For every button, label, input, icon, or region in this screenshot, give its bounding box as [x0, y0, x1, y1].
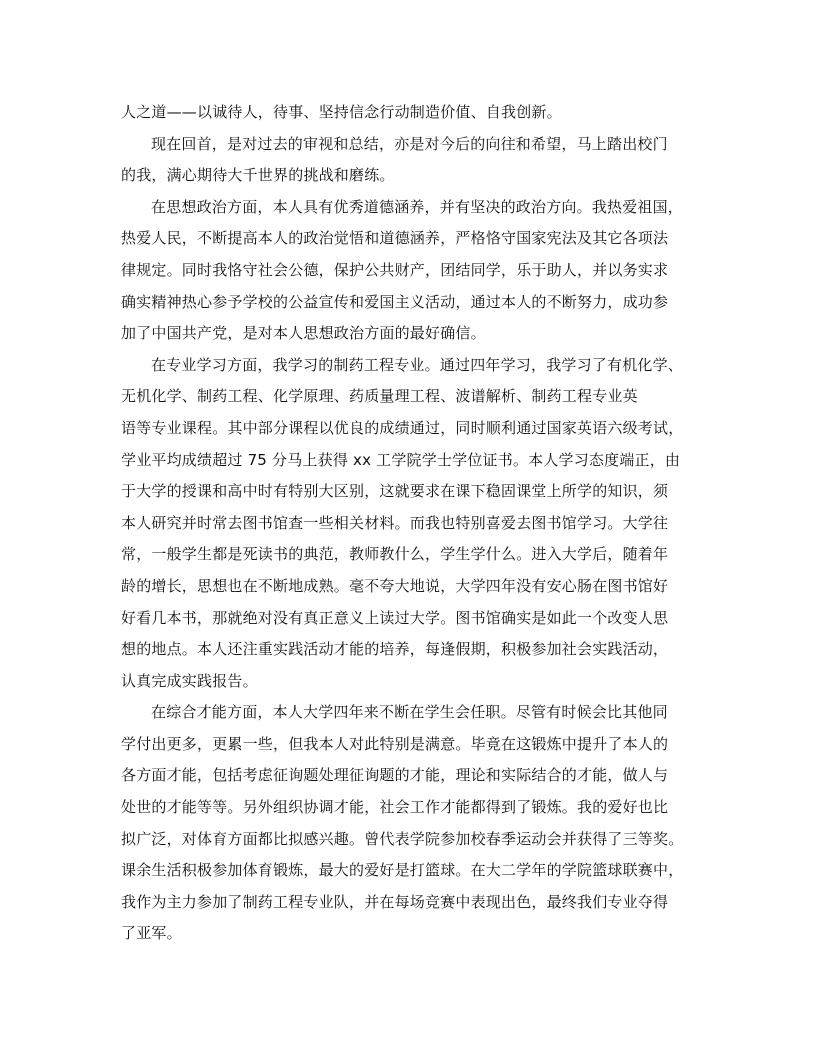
text-line: 在综合才能方面，本人大学四年来不断在学生会任职。尽管有时候会比其他同 — [151, 703, 668, 722]
text-line: 了亚军。 — [121, 924, 182, 943]
text-line: 我作为主力参加了制药工程专业队，并在每场竞赛中表现出色，最终我们专业夺得 — [121, 892, 669, 911]
text-line: 在思想政治方面，本人具有优秀道德涵养，并有坚决的政治方向。我热爱祖国， — [151, 197, 684, 216]
text-line: 无机化学、制药工程、化学原理、药质量理工程、波谱解析、制药工程专业英 — [121, 387, 638, 406]
text-line: 各方面才能，包括考虑征询题处理征询题的才能，理论和实际结合的才能，做人与 — [121, 766, 669, 785]
text-line: 想的地点。本人还注重实践活动才能的培养，每逢假期，积极参加社会实践活动， — [121, 640, 669, 659]
text-line: 龄的增长，思想也在不断地成熟。毫不夸大地说，大学四年没有安心肠在图书馆好 — [121, 576, 669, 595]
text-line: 课余生活积极参加体育锻炼，最大的爱好是打篮球。在大二学年的学院篮球联赛中， — [121, 861, 684, 880]
text-line: 人之道——以诚待人，待事、坚持信念行动制造价值、自我创新。 — [121, 103, 562, 121]
text-line: 律规定。同时我恪守社会公德，保护公共财产，团结同学，乐于助人，并以务实求 — [121, 260, 669, 279]
text-line: 常，一般学生都是死读书的典范，教师教什么，学生学什么。进入大学后，随着年 — [121, 545, 669, 564]
text-line: 现在回首，是对过去的审视和总结，亦是对今后的向往和希望，马上踏出校门 — [151, 134, 668, 153]
text-line: 确实精神热心参予学校的公益宣传和爱国主义活动，通过本人的不断努力，成功参 — [121, 292, 669, 311]
text-line: 热爱人民，不断提高本人的政治觉悟和道德涵养，严格恪守国家宪法及其它各项法 — [121, 229, 669, 248]
text-line: 好看几本书，那就绝对没有真正意义上读过大学。图书馆确实是如此一个改变人思 — [121, 608, 669, 627]
body-text — [121, 97, 699, 950]
text-line: 本人研究并时常去图书馆查一些相关材料。而我也特别喜爱去图书馆学习。大学往 — [121, 513, 669, 532]
text-line: 认真完成实践报告。 — [121, 671, 258, 690]
text-line: 加了中国共产党，是对本人思想政治方面的最好确信。 — [121, 324, 486, 343]
text-line: 学付出更多，更累一些，但我本人对此特别是满意。毕竟在这锻炼中提升了本人的 — [121, 734, 669, 753]
text-line: 在专业学习方面，我学习的制药工程专业。通过四年学习，我学习了有机化学、 — [151, 355, 684, 374]
text-line: 于大学的授课和高中时有特别大区别，这就要求在课下稳固课堂上所学的知识，须 — [121, 482, 669, 501]
text-line: 处世的才能等等。另外组织协调才能，社会工作才能都得到了锻炼。我的爱好也比 — [121, 798, 669, 817]
text-line: 学业平均成绩超过 75 分马上获得 xx 工学院学士学位证书。本人学习态度端正，由 — [121, 450, 681, 469]
text-line: 的我，满心期待大千世界的挑战和磨练。 — [121, 166, 395, 185]
text-line: 语等专业课程。其中部分课程以优良的成绩通过，同时顺利通过国家英语六级考试， — [121, 418, 684, 437]
text-line: 拟广泛，对体育方面都比拟感兴趣。曾代表学院参加校春季运动会并获得了三等奖。 — [121, 829, 684, 848]
